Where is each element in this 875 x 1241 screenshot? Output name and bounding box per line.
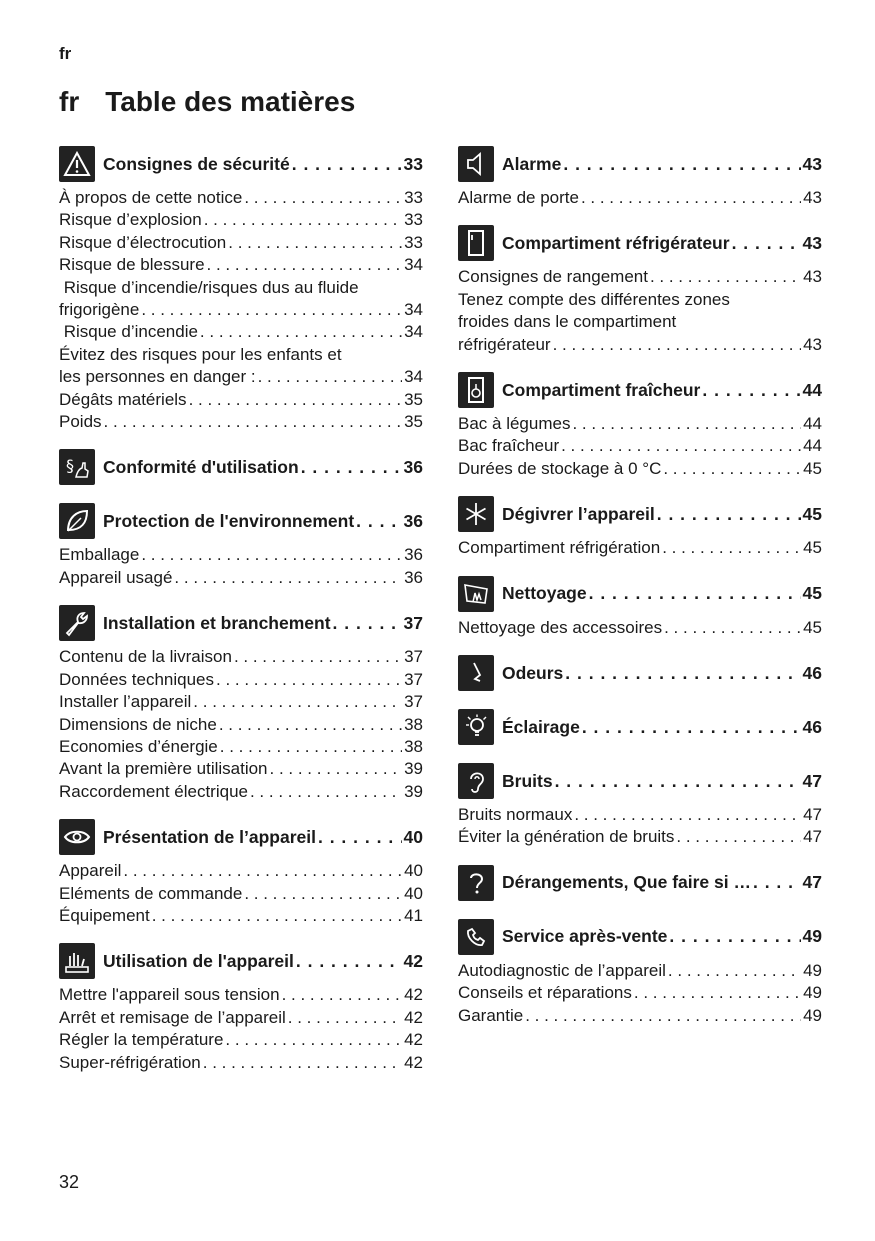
toc-section-title xyxy=(502,872,822,893)
toc-label: Protection de l'environnement xyxy=(103,510,355,531)
title-language-code: fr xyxy=(59,86,80,117)
page-title xyxy=(59,86,355,118)
lightbulb-icon xyxy=(458,709,494,745)
toc-label: Poids xyxy=(59,412,102,432)
toc-label: Bruits normaux xyxy=(458,805,573,825)
dot-leader xyxy=(561,435,801,457)
toc-label: frigorigène xyxy=(59,300,140,320)
warning-triangle-icon xyxy=(59,146,95,182)
toc-entry[interactable] xyxy=(458,289,822,356)
toc-label: Nettoyage des accessoires xyxy=(458,617,663,637)
toc-section-heading[interactable] xyxy=(59,144,423,184)
toc-entry-list xyxy=(458,960,822,1027)
toc-label: Compartiment réfrigération xyxy=(458,538,661,558)
toc-entry[interactable] xyxy=(458,982,822,1004)
toc-entry-list xyxy=(458,266,822,356)
toc-page-number: 33 xyxy=(404,232,423,252)
dot-leader xyxy=(250,781,402,803)
toc-page-number: 47 xyxy=(803,805,822,825)
toc-entry[interactable] xyxy=(59,567,423,589)
toc-page-number: 35 xyxy=(404,412,423,432)
toc-entry[interactable] xyxy=(458,187,822,209)
toc-page-number: 37 xyxy=(404,647,423,667)
toc-page-number: 43 xyxy=(802,232,822,253)
toc-label: Risque d’électrocution xyxy=(59,232,227,252)
toc-section-heading[interactable] xyxy=(59,447,423,487)
dot-leader xyxy=(333,613,402,634)
toc-label: Alarme de porte xyxy=(458,188,579,207)
dot-leader xyxy=(220,736,402,758)
toc-section-title xyxy=(502,380,822,401)
toc-entry[interactable] xyxy=(59,714,423,736)
toc-section xyxy=(458,863,822,903)
toc-section-title xyxy=(502,663,822,684)
toc-section xyxy=(458,144,822,209)
toc-left-column xyxy=(59,144,423,1088)
dot-leader xyxy=(668,960,801,982)
dot-leader xyxy=(200,321,402,343)
toc-section-heading[interactable] xyxy=(458,863,822,903)
toc-section-title xyxy=(502,583,822,604)
toc-label: Présentation de l’appareil xyxy=(103,826,316,847)
snowflake-icon xyxy=(458,496,494,532)
toc-section-title xyxy=(502,233,822,254)
toc-label: Risque d’explosion xyxy=(59,210,202,230)
toc-section-heading[interactable] xyxy=(458,707,822,747)
dot-leader xyxy=(174,567,402,589)
toc-section-heading[interactable] xyxy=(458,761,822,801)
toc-page-number: 46 xyxy=(802,716,822,737)
toc-section xyxy=(59,501,423,589)
toc-section xyxy=(458,494,822,559)
toc-label: Éclairage xyxy=(502,716,580,737)
toc-section xyxy=(59,447,423,487)
toc-page-number: 40 xyxy=(404,861,423,881)
dot-leader xyxy=(288,1007,402,1029)
dot-leader xyxy=(574,804,801,826)
dot-leader xyxy=(292,154,402,175)
toc-label: Appareil xyxy=(59,861,122,881)
toc-entry[interactable] xyxy=(59,691,423,713)
toc-entry[interactable] xyxy=(458,413,822,435)
dot-leader xyxy=(225,1029,402,1051)
toc-entry[interactable] xyxy=(59,254,423,276)
toc-entry[interactable] xyxy=(59,905,423,927)
toc-entry[interactable] xyxy=(458,266,822,288)
toc-entry-list xyxy=(59,544,423,589)
toc-right-column xyxy=(458,144,822,1041)
dot-leader xyxy=(203,1052,402,1074)
fresh-compartment-icon xyxy=(458,372,494,408)
toc-page-number: 38 xyxy=(404,714,423,734)
toc-entry[interactable] xyxy=(458,435,822,457)
dot-leader xyxy=(356,511,401,532)
toc-label: Dégâts matériels xyxy=(59,389,187,409)
toc-page-number: 43 xyxy=(803,188,822,207)
toc-entry[interactable] xyxy=(458,537,822,559)
toc-page-number: 49 xyxy=(803,983,822,1003)
toc-entry[interactable] xyxy=(59,736,423,758)
ear-icon xyxy=(458,763,494,799)
speaker-icon xyxy=(458,146,494,182)
toc-label: Risque de blessure xyxy=(59,255,205,275)
toc-section-title xyxy=(103,951,423,972)
dot-leader xyxy=(216,669,402,691)
toc-label: Odeurs xyxy=(502,662,564,683)
toc-entry[interactable] xyxy=(458,960,822,982)
toc-page-number: 34 xyxy=(404,255,423,275)
dot-leader xyxy=(234,646,402,668)
toc-label: Compartiment fraîcheur xyxy=(502,379,701,400)
toc-label: Economies d’énergie xyxy=(59,736,218,756)
dot-leader xyxy=(702,380,800,401)
toc-label: Alarme xyxy=(502,153,562,174)
toc-label: Nettoyage xyxy=(502,583,587,604)
toc-page-number: 39 xyxy=(404,759,423,779)
toc-entry-line: Tenez compte des différentes zones xyxy=(458,289,730,309)
question-icon xyxy=(458,865,494,901)
toc-section xyxy=(59,817,423,927)
toc-label: Avant la première utilisation xyxy=(59,759,268,779)
dot-leader xyxy=(669,926,800,947)
toc-page-number: 49 xyxy=(802,926,822,947)
toc-section-heading[interactable] xyxy=(458,370,822,410)
title-text: Table des matières xyxy=(105,86,356,117)
toc-section xyxy=(458,707,822,747)
toc-page-number: 45 xyxy=(803,458,822,478)
toc-label: Super-réfrigération xyxy=(59,1052,201,1072)
toc-section-title xyxy=(502,154,822,175)
toc-page-number: 37 xyxy=(404,669,423,689)
toc-section-heading[interactable] xyxy=(458,223,822,263)
toc-page-number: 42 xyxy=(404,1007,423,1027)
toc-label: Conseils et réparations xyxy=(458,983,632,1003)
toc-entry[interactable] xyxy=(59,344,423,389)
toc-label: Compartiment réfrigérateur xyxy=(502,232,730,253)
toc-page-number: 42 xyxy=(404,1030,423,1050)
toc-label: Bac à légumes xyxy=(458,414,571,434)
toc-entry[interactable] xyxy=(59,389,423,411)
toc-section-heading[interactable] xyxy=(458,653,822,693)
dot-leader xyxy=(565,663,800,684)
toc-entry[interactable] xyxy=(59,758,423,780)
toc-entry[interactable] xyxy=(59,984,423,1006)
toc-label: À propos de cette notice xyxy=(59,188,243,207)
toc-page-number: 38 xyxy=(404,736,423,756)
dot-leader xyxy=(152,905,402,927)
toc-page-number: 47 xyxy=(803,827,822,847)
toc-label: Utilisation de l'appareil xyxy=(103,950,294,971)
toc-section-title xyxy=(103,511,423,532)
toc-page-number: 36 xyxy=(403,456,423,477)
toc-entry-list xyxy=(59,860,423,927)
toc-section-title xyxy=(502,771,822,792)
dot-leader xyxy=(228,232,402,254)
dot-leader xyxy=(553,334,801,356)
toc-entry[interactable] xyxy=(59,883,423,905)
toc-section-title xyxy=(502,504,822,525)
toc-entry-line: Risque d’incendie/risques dus au fluide xyxy=(59,277,359,297)
toc-entry-list xyxy=(458,413,822,480)
toc-label: Arrêt et remisage de l’appareil xyxy=(59,1007,286,1027)
dot-leader xyxy=(589,583,801,604)
toc-section-heading[interactable] xyxy=(59,817,423,857)
toc-page-number: 36 xyxy=(404,545,423,565)
toc-label: Installation et branchement xyxy=(103,612,331,633)
dot-leader xyxy=(296,951,402,972)
toc-label: les personnes en danger : xyxy=(59,367,256,387)
toc-entry[interactable] xyxy=(59,209,423,231)
nose-icon xyxy=(458,655,494,691)
toc-label: Service après-vente xyxy=(502,926,668,947)
toc-section xyxy=(458,917,822,1027)
dot-leader xyxy=(282,984,402,1006)
svg-text:§: § xyxy=(66,456,74,476)
toc-section-heading[interactable] xyxy=(458,144,822,184)
toc-page-number: 40 xyxy=(403,826,423,847)
toc-entry-list xyxy=(458,617,822,639)
toc-page-number: 44 xyxy=(803,436,822,456)
toc-page-number: 33 xyxy=(403,153,423,174)
toc-entry-list xyxy=(458,187,822,209)
toc-page-number: 46 xyxy=(802,662,822,683)
toc-page-number: 35 xyxy=(404,389,423,409)
toc-section-heading[interactable] xyxy=(458,494,822,534)
toc-section xyxy=(458,370,822,480)
toc-section-title xyxy=(103,154,423,175)
dot-leader xyxy=(207,254,403,276)
toc-section-title xyxy=(103,457,423,478)
toc-entry-list xyxy=(59,984,423,1074)
toc-label: Autodiagnostic de l’appareil xyxy=(458,960,666,980)
dot-leader xyxy=(657,504,801,525)
toc-page-number: 45 xyxy=(802,583,822,604)
toc-label: Durées de stockage à 0 °C xyxy=(458,458,662,478)
dot-leader xyxy=(141,299,402,321)
toc-label: Bruits xyxy=(502,770,553,791)
dot-leader xyxy=(555,771,801,792)
dot-leader xyxy=(219,714,402,736)
toc-entry[interactable] xyxy=(59,860,423,882)
dot-leader xyxy=(664,617,801,639)
toc-section xyxy=(458,574,822,639)
toc-entry[interactable] xyxy=(59,321,423,343)
page-number: 32 xyxy=(59,1172,80,1192)
toc-entry-line: froides dans le compartiment xyxy=(458,312,677,332)
toc-entry[interactable] xyxy=(59,232,423,254)
dot-leader xyxy=(258,366,402,388)
toc-page-number: 47 xyxy=(802,872,822,893)
toc-page-number: 47 xyxy=(802,770,822,791)
toc-label: Régler la température xyxy=(59,1030,224,1050)
toc-section-heading[interactable] xyxy=(59,603,423,643)
toc-label: Consignes de sécurité xyxy=(103,153,290,174)
dot-leader xyxy=(676,826,801,848)
toc-page-number: 45 xyxy=(803,538,822,558)
dot-leader xyxy=(525,1005,801,1027)
dot-leader xyxy=(141,544,402,566)
phone-icon xyxy=(458,919,494,955)
toc-page-number: 40 xyxy=(404,883,423,903)
leaf-icon xyxy=(59,503,95,539)
dot-leader xyxy=(572,413,801,435)
toc-page-number: 42 xyxy=(404,985,423,1005)
toc-page-number: 41 xyxy=(404,905,423,925)
toc-label: Équipement xyxy=(59,905,150,925)
fridge-icon xyxy=(458,225,494,261)
toc-page-number: 42 xyxy=(404,1052,423,1072)
toc-label: Bac fraîcheur xyxy=(458,436,560,456)
toc-page-number: 37 xyxy=(403,612,423,633)
toc-section-heading[interactable] xyxy=(59,501,423,541)
toc-page-number: 39 xyxy=(404,781,423,801)
toc-section-heading[interactable] xyxy=(458,917,822,957)
toc-section xyxy=(59,144,423,433)
toc-entry-line: Évitez des risques pour les enfants et xyxy=(59,344,342,364)
toc-label: Contenu de la livraison xyxy=(59,647,232,667)
toc-entry-list xyxy=(458,537,822,559)
toc-label: Installer l’appareil xyxy=(59,692,192,712)
toc-entry[interactable] xyxy=(59,277,423,322)
toc-section-heading[interactable] xyxy=(458,574,822,614)
toc-page-number: 45 xyxy=(802,503,822,524)
toc-label: Risque d’incendie xyxy=(59,322,198,342)
toc-label: Dégivrer l’appareil xyxy=(502,503,655,524)
toc-page-number: 43 xyxy=(803,267,822,287)
toc-label: Raccordement électrique xyxy=(59,781,248,801)
dot-leader xyxy=(301,457,402,478)
toc-entry[interactable] xyxy=(59,1029,423,1051)
toc-page-number: 34 xyxy=(404,300,423,320)
toc-page-number: 37 xyxy=(404,692,423,712)
toc-entry[interactable] xyxy=(59,544,423,566)
dot-leader xyxy=(193,691,402,713)
toc-entry-list xyxy=(458,804,822,849)
toc-label: Consignes de rangement xyxy=(458,267,648,287)
toc-section xyxy=(458,653,822,693)
toc-entry[interactable] xyxy=(59,781,423,803)
toc-page-number: 42 xyxy=(403,950,423,971)
toc-label: Données techniques xyxy=(59,669,215,689)
toc-label: Dimensions de niche xyxy=(59,714,217,734)
dot-leader xyxy=(270,758,403,780)
dot-leader xyxy=(662,537,801,559)
toc-label: Garantie xyxy=(458,1005,524,1025)
toc-label: Appareil usagé xyxy=(59,567,173,587)
toc-entry[interactable] xyxy=(59,646,423,668)
toc-section-title xyxy=(103,613,423,634)
dot-leader xyxy=(104,411,403,433)
toc-label: Emballage xyxy=(59,545,140,565)
toc-label: Conformité d'utilisation xyxy=(103,456,299,477)
toc-entry[interactable] xyxy=(458,458,822,480)
toc-page-number: 36 xyxy=(403,510,423,531)
toc-page-number: 33 xyxy=(404,188,423,207)
toc-entry-list xyxy=(59,646,423,803)
toc-entry[interactable] xyxy=(458,1005,822,1027)
toc-label: Éviter la génération de bruits xyxy=(458,827,675,847)
toc-section xyxy=(59,603,423,803)
toc-label: Mettre l'appareil sous tension xyxy=(59,985,280,1005)
cleaning-icon xyxy=(458,576,494,612)
toc-page-number: 34 xyxy=(404,367,423,387)
toc-page-number: 43 xyxy=(803,334,822,354)
dot-leader xyxy=(318,827,402,848)
toc-page-number: 43 xyxy=(802,153,822,174)
toc-section-heading[interactable] xyxy=(59,941,423,981)
toc-entry[interactable] xyxy=(59,187,423,209)
dot-leader xyxy=(753,872,801,893)
dot-leader xyxy=(582,717,801,738)
toc-label: Dérangements, Que faire si … xyxy=(502,872,751,893)
dot-leader xyxy=(204,209,402,231)
toc-entry[interactable] xyxy=(59,1007,423,1029)
dot-leader xyxy=(123,860,402,882)
paragraph-hand-icon xyxy=(59,449,95,485)
language-marker: fr xyxy=(59,44,72,63)
toc-page-number: 49 xyxy=(803,1005,822,1025)
toc-section-title xyxy=(103,827,423,848)
dot-leader xyxy=(732,233,801,254)
hand-control-icon xyxy=(59,943,95,979)
toc-entry[interactable] xyxy=(59,669,423,691)
dot-leader xyxy=(189,389,403,411)
eye-icon xyxy=(59,819,95,855)
toc-entry[interactable] xyxy=(59,411,423,433)
toc-section xyxy=(458,761,822,849)
toc-label: réfrigérateur xyxy=(458,334,551,354)
wrench-icon xyxy=(59,605,95,641)
dot-leader xyxy=(663,458,801,480)
dot-leader xyxy=(244,187,402,209)
toc-section xyxy=(458,223,822,356)
dot-leader xyxy=(634,982,801,1004)
toc-page-number: 45 xyxy=(803,617,822,637)
dot-leader xyxy=(650,266,801,288)
dot-leader xyxy=(581,187,801,209)
toc-entry[interactable] xyxy=(458,804,822,826)
toc-entry[interactable] xyxy=(59,1052,423,1074)
toc-page-number: 34 xyxy=(404,322,423,342)
toc-section-title xyxy=(502,717,822,738)
toc-entry[interactable] xyxy=(458,617,822,639)
toc-page-number: 33 xyxy=(404,210,423,230)
toc-page-number: 44 xyxy=(803,414,822,434)
toc-page-number: 36 xyxy=(404,567,423,587)
dot-leader xyxy=(244,883,402,905)
toc-section xyxy=(59,941,423,1074)
toc-entry[interactable] xyxy=(458,826,822,848)
toc-entry-list xyxy=(59,187,423,433)
toc-label: Eléments de commande xyxy=(59,883,243,903)
toc-section-title xyxy=(502,926,822,947)
toc-page-number: 44 xyxy=(802,379,822,400)
toc-page-number: 49 xyxy=(803,960,822,980)
dot-leader xyxy=(563,154,800,175)
